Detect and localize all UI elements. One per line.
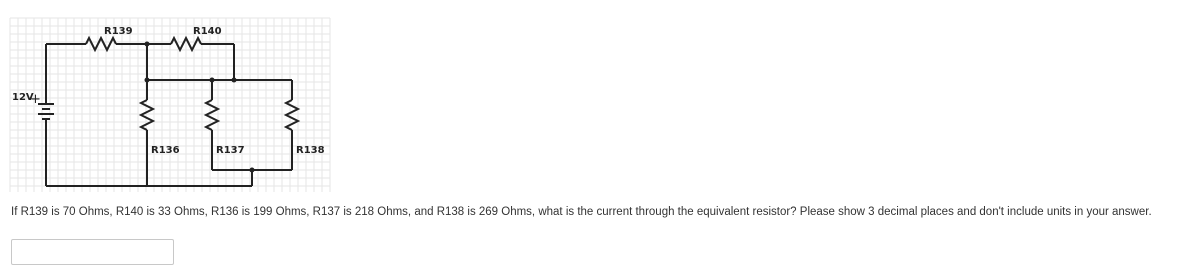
r137-label: R137 — [216, 145, 245, 156]
node-dot-r136-top — [145, 78, 150, 83]
circuit-diagram — [0, 0, 340, 200]
r139-label: R139 — [104, 26, 133, 37]
node-dot-bottom-join — [250, 168, 255, 173]
node-dot-r137-top — [210, 78, 215, 83]
node-dot-r140-right — [232, 78, 237, 83]
r138-label: R138 — [296, 145, 325, 156]
r140-label: R140 — [193, 26, 222, 37]
question-text: If R139 is 70 Ohms, R140 is 33 Ohms, R136 is 199 Ohms, R137 is 218 Ohms, and R138 is 269 Ohms, what is the current through the equivalent resistor? Please show 3 decimal places and don't include units in your answer. — [11, 206, 1152, 218]
parallel-branches — [46, 44, 298, 186]
r136-label: R136 — [151, 145, 180, 156]
source-plus-sign: + — [30, 92, 41, 107]
voltage-source — [38, 44, 54, 186]
source-voltage-label: 12V — [12, 92, 34, 103]
answer-input[interactable] — [11, 239, 174, 265]
